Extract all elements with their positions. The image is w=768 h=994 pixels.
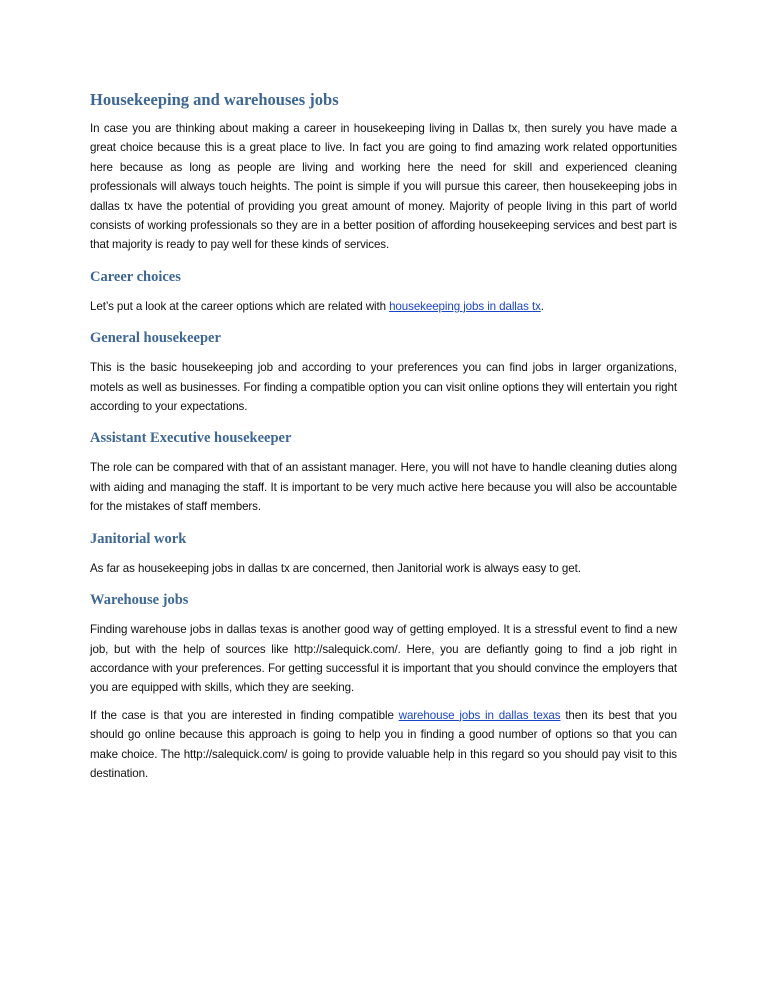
career-choices-paragraph bbox=[90, 297, 677, 316]
assistant-executive-heading: Assistant Executive housekeeper bbox=[90, 430, 292, 447]
assistant-executive-paragraph: The role can be compared with that of an assistant manager. Here, you will not have to handle cleaning duties along with aiding and managing the staff. It is important to be very much active here because you will also be accountable for the mistakes of staff members. bbox=[90, 461, 677, 514]
janitorial-heading: Janitorial work bbox=[90, 530, 187, 547]
intro-paragraph: In case you are thinking about making a career in housekeeping living in Dallas tx, then surely you have made a great choice because this is a great place to live. In fact you are going to find amazing work related opportunities here because as long as people are living and working here the need for skill and experienced cleaning professionals will always touch heights. The point is simple if you will pursue this career, then housekeeping jobs in dallas tx have the potential of providing you great amount of money. Majority of people living in this part of world consists of working professionals so they are in a better position of affording housekeeping services and best part is that majority is ready to pay well for these kinds of services. bbox=[90, 122, 677, 252]
general-housekeeper-paragraph: This is the basic housekeeping job and according to your preferences you can find jobs in larger organizations, motels as well as businesses. For finding a compatible option you can visit online options they will entertain you right according to your expectations. bbox=[90, 361, 677, 414]
housekeeping-jobs-link[interactable]: housekeeping jobs in dallas tx bbox=[389, 299, 541, 313]
warehouse-p2-text-before: If the case is that you are interested in finding compatible bbox=[90, 708, 399, 722]
career-choices-text-after: . bbox=[540, 299, 544, 313]
general-housekeeper-heading: General housekeeper bbox=[90, 330, 221, 347]
warehouse-paragraph-2 bbox=[90, 706, 677, 784]
document-title: Housekeeping and warehouses jobs bbox=[90, 90, 339, 109]
warehouse-heading: Warehouse jobs bbox=[90, 592, 189, 609]
warehouse-paragraph-1: Finding warehouse jobs in dallas texas is another good way of getting employed. It is a stressful event to find a new job, but with the help of sources like http://salequick.com/. Here, you are defiantly going to find a job right in accordance with your preferences. For getting successful it is important that you should convince the employers that you are equipped with skills, which they are seeking. bbox=[90, 623, 677, 695]
janitorial-paragraph: As far as housekeeping jobs in dallas tx are concerned, then Janitorial work is always easy to get. bbox=[90, 561, 581, 575]
warehouse-jobs-link[interactable]: warehouse jobs in dallas texas bbox=[398, 708, 561, 722]
career-choices-text-before: Let’s put a look at the career options which are related with bbox=[90, 299, 390, 313]
document-page bbox=[90, 88, 677, 791]
warehouse-p2-text-after: then its best that you should go online because this approach is going to help you in finding a good number of options so that you can make choice. The http://salequick.com/ is going to provide valuable help in this regard so you should pay visit to this destination. bbox=[90, 708, 677, 780]
career-choices-heading: Career choices bbox=[90, 268, 181, 285]
